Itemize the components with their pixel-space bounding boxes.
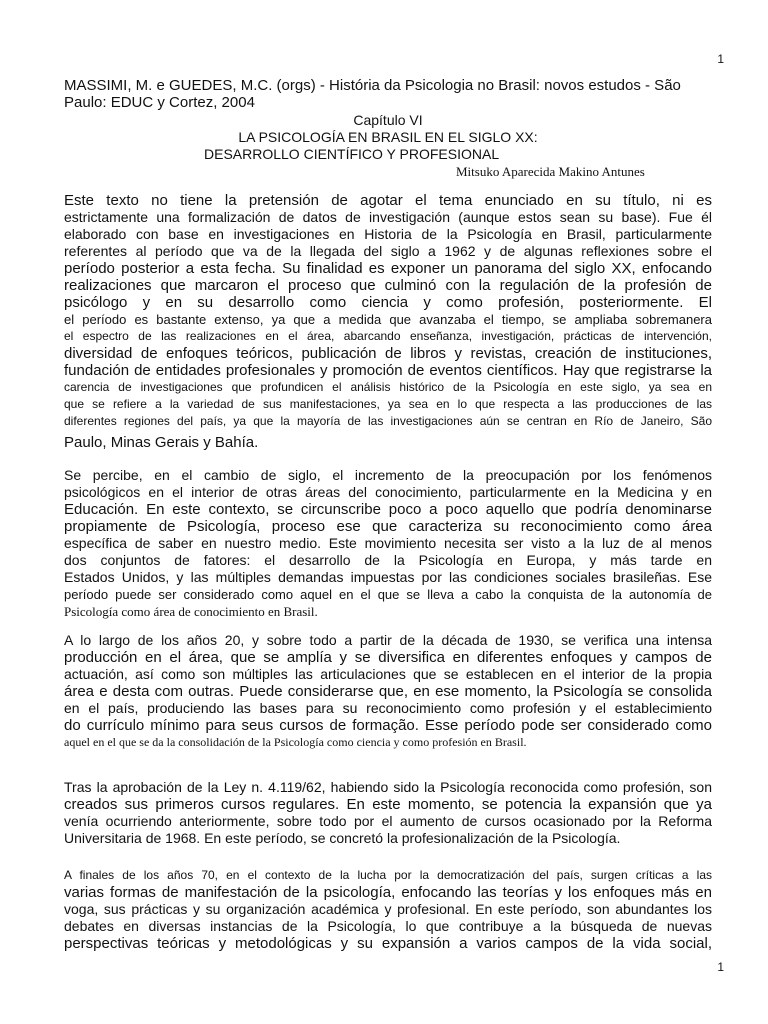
text-line: actuación, así como son múltiples las articulaciones que se establecen en el interior de la propia [64, 666, 712, 682]
paragraph-3 [64, 632, 712, 751]
text-line: psicológicos en el interior de otras áreas del conocimiento, particularmente en la Medicina y en [64, 484, 712, 500]
paragraph-1 [64, 192, 712, 451]
text-line: A lo largo de los años 20, y sobre todo a partir de la década de 1930, se verifica una intensa [64, 632, 712, 648]
text-line: el espectro de las realizaciones en el área, abarcando enseñanza, investigación, prácticas de intervención, [64, 329, 712, 343]
page-number-top: 1 [717, 52, 724, 66]
title-line-1 [64, 129, 712, 146]
text-line: Este texto no tiene la pretensión de agotar el tema enunciado en su título, ni es [64, 192, 712, 209]
text-line: Educación. En este contexto, se circunscribe poco a poco aquello que podría denominarse [64, 501, 712, 518]
text-line: estrictamente una formalización de datos de investigación (aunque estos sean su base). Fue él [64, 209, 712, 225]
text-line: carencia de investigaciones que profundicen el análisis histórico de la Psicología en este siglo, ya sea en [64, 380, 712, 394]
text-line: específica de saber en nuestro medio. Este movimiento necesita ser visto a la luz de al menos [64, 535, 712, 551]
text-line: referentes al período que va de la llegada del siglo a 1962 y de algunas reflexiones sobre el [64, 243, 712, 259]
text-line: realizaciones que marcaron el proceso que culminó con la regulación de la profesión de [64, 277, 712, 294]
text-line: voga, sus prácticas y su organización académica y profesional. En este período, son abundantes los [64, 901, 712, 917]
text-line: período posterior a esta fecha. Su finalidad es exponer un panorama del siglo XX, enfocando [64, 260, 712, 277]
text-line: do currículo mínimo para seus cursos de formação. Esse período pode ser considerado como [64, 717, 712, 734]
text-line: Se percibe, en el cambio de siglo, el incremento de la preocupación por los fenómenos [64, 467, 712, 483]
text-line: Universitaria de 1968. En este período, se concretó la profesionalización de la Psicología. [64, 830, 621, 846]
text-line: perspectivas teóricas y metodológicas y su expansión a varios campos de la vida social, [64, 935, 712, 952]
text-line: Tras la aprobación de la Ley n. 4.119/62, habiendo sido la Psicología reconocida como profesión, son [64, 779, 712, 795]
author [456, 163, 645, 180]
citation [64, 77, 712, 111]
text-line: en el país, produciendo las bases para su reconocimiento como profesión y el establecimiento [64, 700, 712, 716]
citation-line: MASSIMI, M. e GUEDES, M.C. (orgs) - História da Psicologia no Brasil: novos estudos - São [64, 77, 681, 94]
paragraph-2 [64, 467, 712, 620]
text-line: período puede ser considerado como aquel en el que se lleva a cabo la conquista de la autonomía de [64, 587, 712, 602]
text-line: producción en el área, que se amplía y se diversifica en diferentes enfoques y campos de [64, 649, 712, 666]
citation-line: Paulo: EDUC y Cortez, 2004 [64, 94, 255, 111]
text-line: venía ocurriendo anteriormente, sobre todo por el aumento de cursos ocasionado por la Reforma [64, 813, 712, 829]
page-number-bottom: 1 [717, 960, 724, 974]
text-line: Paulo, Minas Gerais y Bahía. [64, 434, 259, 451]
text-line: que se refiere a la variedad de sus manifestaciones, ya sea en lo que respecta a las producciones de las [64, 397, 712, 411]
text-line: el período es bastante extenso, ya que a medida que avanzaba el tiempo, se ampliaba sobremanera [64, 312, 712, 327]
paragraph-4 [64, 779, 712, 847]
text-line: área e desta com outras. Puede considerarse que, en ese momento, la Psicología se consolida [64, 683, 712, 700]
chapter-label: Capítulo VI [353, 112, 423, 128]
title-line: DESARROLLO CIENTÍFICO Y PROFESIONAL [204, 146, 500, 162]
text-line: Estados Unidos, y las múltiples demandas impuestas por las condiciones sociales brasileñas. Ese [64, 569, 712, 585]
text-line: dos conjuntos de fatores: el desarrollo de la Psicología en Europa, y más tarde en [64, 552, 712, 568]
text-line: varias formas de manifestación de la psicología, enfocando las teorías y los enfoques más en [64, 884, 712, 901]
title-line-2 [204, 146, 499, 163]
text-line: debates en diversas instancias de la Psicología, lo que contribuye a la búsqueda de nuevas [64, 918, 712, 934]
author-name: Mitsuko Aparecida Makino Antunes [456, 164, 645, 179]
text-line: diferentes regiones del país, ya que la mayoría de las investigaciones aún se centran en Río de Janeiro, São [64, 414, 712, 428]
text-line: elaborado con base en investigaciones en Historia de la Psicología en Brasil, particularmente [64, 226, 712, 242]
text-line: fundación de entidades profesionales y promoción de eventos científicos. Hay que registrarse la [64, 362, 712, 379]
title-line: LA PSICOLOGÍA EN BRASIL EN EL SIGLO XX: [238, 129, 538, 145]
text-line: Psicología como área de conocimiento en Brasil. [64, 604, 318, 619]
text-line: diversidad de enfoques teóricos, publicación de libros y revistas, creación de instituciones, [64, 345, 712, 362]
text-line: A finales de los años 70, en el contexto de la lucha por la democratización del país, surgen críticas a las [64, 868, 712, 882]
text-line: propiamente de Psicología, proceso ese que caracteriza su reconocimiento como área [64, 518, 712, 535]
paragraph-5 [64, 867, 712, 952]
chapter-heading [64, 112, 712, 129]
text-line: aquel en el que se da la consolidación de la Psicología como ciencia y como profesión en Brasil. [64, 735, 527, 749]
text-line: psicólogo y en su desarrollo como ciencia y como profesión, posteriormente. El [64, 294, 712, 311]
text-line: creados sus primeros cursos regulares. En este momento, se potencia la expansión que ya [64, 796, 712, 813]
